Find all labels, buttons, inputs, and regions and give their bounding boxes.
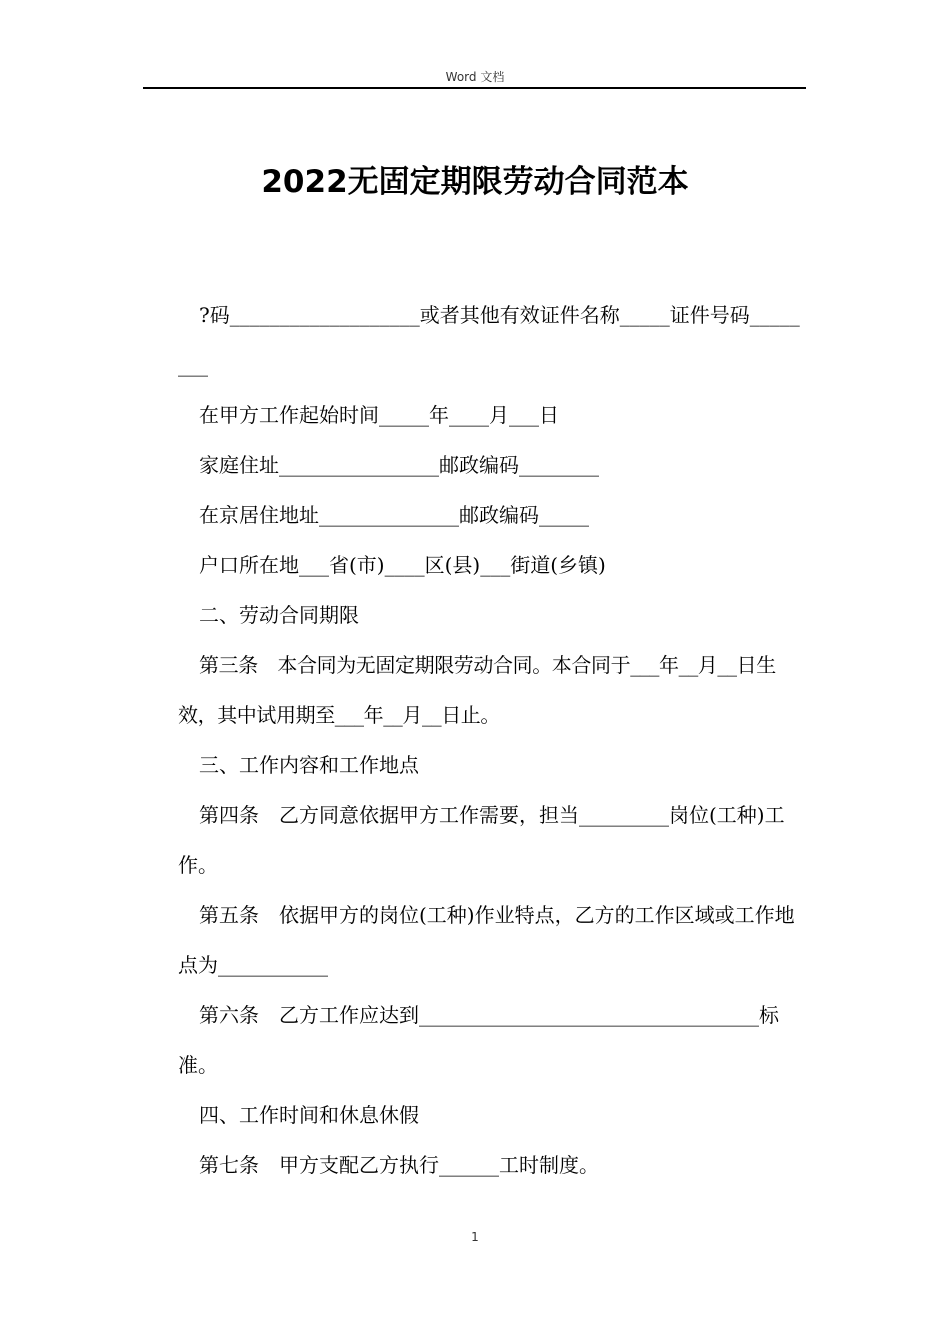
article-3: 第三条 本合同为无固定期限劳动合同。本合同于___年__月__日生效，其中试用期至___年__月__日止。 bbox=[178, 653, 776, 727]
page-header: Word 文档 bbox=[445, 70, 505, 84]
article-4: 第四条 乙方同意依据甲方工作需要，担当_________岗位(工种)工作。 bbox=[178, 803, 785, 877]
section-heading-contract-term: 二、劳动合同期限 bbox=[199, 603, 359, 627]
article-7: 第七条 甲方支配乙方执行______工时制度。 bbox=[199, 1153, 599, 1177]
paragraph-hukou: 户口所在地___省(市)____区(县)___街道(乡镇) bbox=[199, 553, 606, 577]
page-number: 1 bbox=[471, 1230, 479, 1244]
article-5: 第五条 依据甲方的岗位(工种)作业特点，乙方的工作区域或工作地点为___________ bbox=[178, 903, 795, 977]
paragraph-id-number: ?码___________________或者其他有效证件名称_____证件号码________ bbox=[178, 303, 800, 377]
section-heading-work-content: 三、工作内容和工作地点 bbox=[199, 753, 419, 777]
paragraph-start-date: 在甲方工作起始时间_____年____月___日 bbox=[199, 403, 559, 427]
document-body bbox=[178, 290, 802, 1190]
header-divider bbox=[143, 87, 806, 89]
section-heading-working-hours: 四、工作时间和休息休假 bbox=[199, 1103, 419, 1127]
paragraph-beijing-address: 在京居住地址______________邮政编码_____ bbox=[199, 503, 589, 527]
paragraph-home-address: 家庭住址________________邮政编码________ bbox=[199, 453, 599, 477]
article-6: 第六条 乙方工作应达到__________________________________标准。 bbox=[178, 1003, 779, 1077]
document-title: 2022无固定期限劳动合同范本 bbox=[261, 164, 689, 200]
